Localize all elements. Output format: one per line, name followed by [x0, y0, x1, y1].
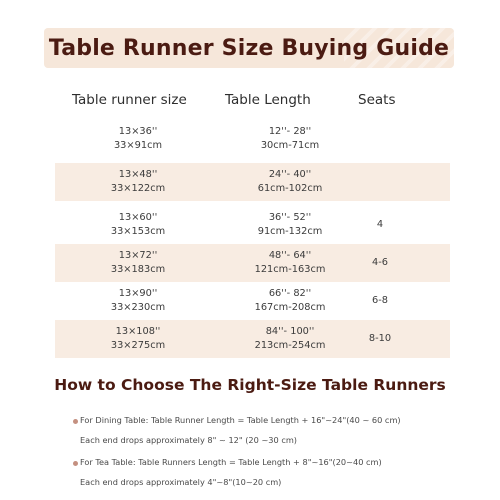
- length-cm: 167cm-208cm: [254, 302, 326, 313]
- tip-line: For Tea Table: Table Runners Length = Table Length + 8"~16"(20~40 cm): [80, 457, 382, 467]
- table-row: [55, 244, 450, 282]
- length-cell: [235, 206, 345, 244]
- seats-value: 6-8: [371, 295, 388, 306]
- table-row: [55, 206, 450, 244]
- seats-cell: [355, 282, 405, 320]
- length-cell: [235, 244, 345, 282]
- size-cm: 33×122cm: [110, 183, 166, 194]
- length-inches: 36''- 52'': [268, 212, 312, 223]
- header-seats: Seats: [358, 92, 396, 108]
- length-inches: 66''- 82'': [268, 288, 312, 299]
- tip-line: Each end drops approximately 4"~8"(10~20 cm): [80, 477, 282, 487]
- length-inches: 12''- 28'': [268, 126, 312, 137]
- size-inches: 13×60'': [118, 212, 158, 223]
- length-cell: [235, 282, 345, 320]
- size-cell: [83, 282, 193, 320]
- length-cell: [235, 320, 345, 358]
- length-cm: 30cm-71cm: [260, 140, 320, 151]
- size-inches: 13×108'': [115, 326, 161, 337]
- header-length: Table Length: [225, 92, 311, 108]
- length-cm: 91cm-132cm: [257, 226, 323, 237]
- size-cell: [83, 206, 193, 244]
- size-cell: [83, 120, 193, 158]
- table-row: [55, 120, 450, 158]
- seats-cell: [355, 206, 405, 244]
- size-cm: 33×275cm: [110, 340, 166, 351]
- size-cm: 33×91cm: [113, 140, 163, 151]
- seats-cell: [355, 244, 405, 282]
- length-inches: 84''- 100'': [265, 326, 315, 337]
- bullet-icon: [73, 419, 78, 424]
- length-cell: [235, 120, 345, 158]
- seats-value: 8-10: [368, 333, 392, 344]
- size-cell: [83, 320, 193, 358]
- seats-cell: [355, 120, 405, 158]
- length-cm: 61cm-102cm: [257, 183, 323, 194]
- size-inches: 13×72'': [118, 250, 158, 261]
- tip-dining: [80, 414, 480, 446]
- table-row: [55, 282, 450, 320]
- tip-line: For Dining Table: Table Runner Length = Table Length + 16"~24"(40 ~ 60 cm): [80, 415, 401, 425]
- seats-cell: [355, 163, 405, 201]
- tip-tea: [80, 456, 480, 488]
- seats-cell: [355, 320, 405, 358]
- seats-value: 4-6: [371, 257, 388, 268]
- size-inches: 13×36'': [118, 126, 158, 137]
- table-header: [0, 92, 500, 112]
- size-cm: 33×230cm: [110, 302, 166, 313]
- length-inches: 24''- 40'': [268, 169, 312, 180]
- table-row: [55, 320, 450, 358]
- length-inches: 48''- 64'': [268, 250, 312, 261]
- section-title: How to Choose The Right-Size Table Runners: [54, 376, 446, 394]
- size-cell: [83, 163, 193, 201]
- size-cm: 33×183cm: [110, 264, 166, 275]
- size-cell: [83, 244, 193, 282]
- tip-line: Each end drops approximately 8" ~ 12" (20 ~30 cm): [80, 435, 297, 445]
- length-cm: 213cm-254cm: [254, 340, 326, 351]
- table-row: [55, 163, 450, 201]
- size-cm: 33×153cm: [110, 226, 166, 237]
- header-size: Table runner size: [72, 92, 187, 108]
- length-cell: [235, 163, 345, 201]
- size-inches: 13×90'': [118, 288, 158, 299]
- length-cm: 121cm-163cm: [254, 264, 326, 275]
- page-title: Table Runner Size Buying Guide: [48, 35, 450, 61]
- size-inches: 13×48'': [118, 169, 158, 180]
- bullet-icon: [73, 461, 78, 466]
- seats-value: 4: [376, 219, 384, 230]
